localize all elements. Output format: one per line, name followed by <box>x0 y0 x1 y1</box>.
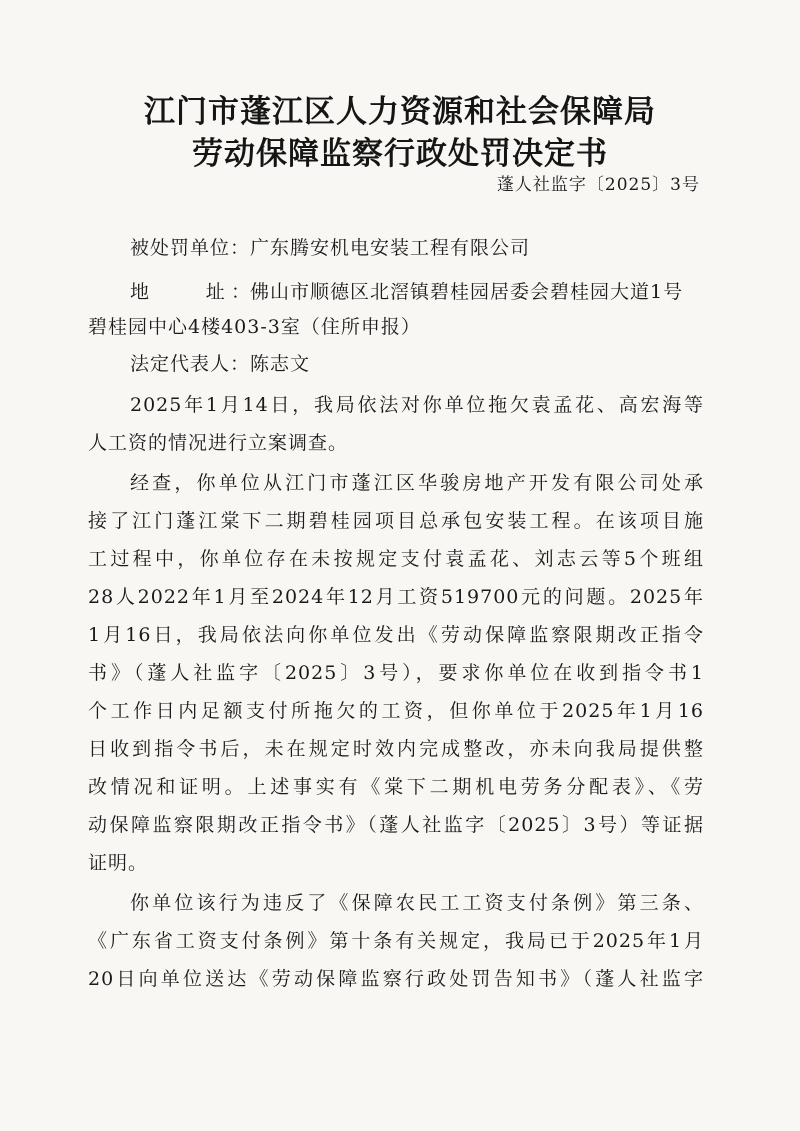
body-line: 证明。 <box>88 852 149 874</box>
body-line: 日收到指令书后，未在规定时效内完成整改，亦未向我局提供整 <box>88 738 704 760</box>
address-line2: 碧桂园中心4楼403-3室（住所申报） <box>88 316 421 338</box>
body-line: 你单位该行为违反了《保障农民工工资支付条例》第三条、 <box>130 892 704 914</box>
body-line: 工过程中，你单位存在未按规定支付袁孟花、刘志云等5个班组 <box>88 548 704 570</box>
body-line: 改情况和证明。上述事实有《棠下二期机电劳务分配表》、《劳 <box>88 776 704 798</box>
body-line: 动保障监察限期改正指令书》（蓬人社监字〔2025〕3号）等证据 <box>88 814 704 836</box>
legal-representative-line: 法定代表人：陈志文 <box>130 353 311 375</box>
body-line: 《广东省工资支付条例》第十条有关规定，我局已于2025年1月 <box>88 930 704 952</box>
body-line: 经查，你单位从江门市蓬江区华骏房地产开发有限公司处承 <box>130 472 704 494</box>
body-line: 20日向单位送达《劳动保障监察行政处罚告知书》（蓬人社监字 <box>88 968 704 990</box>
body-line: 接了江门蓬江棠下二期碧桂园项目总承包安装工程。在该项目施 <box>88 510 704 532</box>
penalized-unit-line: 被处罚单位：广东腾安机电安装工程有限公司 <box>130 237 531 259</box>
body-line: 28人2022年1月至2024年12月工资519700元的问题。2025年 <box>88 586 704 608</box>
body-line: 书》（蓬人社监字〔2025〕3号），要求你单位在收到指令书1 <box>88 662 704 684</box>
body-line: 2025年1月14日，我局依法对你单位拖欠袁孟花、高宏海等 <box>130 394 704 416</box>
body-line: 人工资的情况进行立案调查。 <box>88 432 349 454</box>
address-line1: 佛山市顺德区北滘镇碧桂园居委会碧桂园大道1号 <box>250 281 684 303</box>
body-line: 1月16日，我局依法向你单位发出《劳动保障监察限期改正指令 <box>88 624 704 646</box>
document-title-line1: 江门市蓬江区人力资源和社会保障局 <box>144 94 656 130</box>
document-number: 蓬人社监字〔2025〕3号 <box>496 175 700 195</box>
document-title-line2: 劳动保障监察行政处罚决定书 <box>192 136 608 172</box>
body-line: 个工作日内足额支付所拖欠的工资，但你单位于2025年1月16 <box>88 700 704 722</box>
address-label: 地 址： <box>130 281 250 303</box>
